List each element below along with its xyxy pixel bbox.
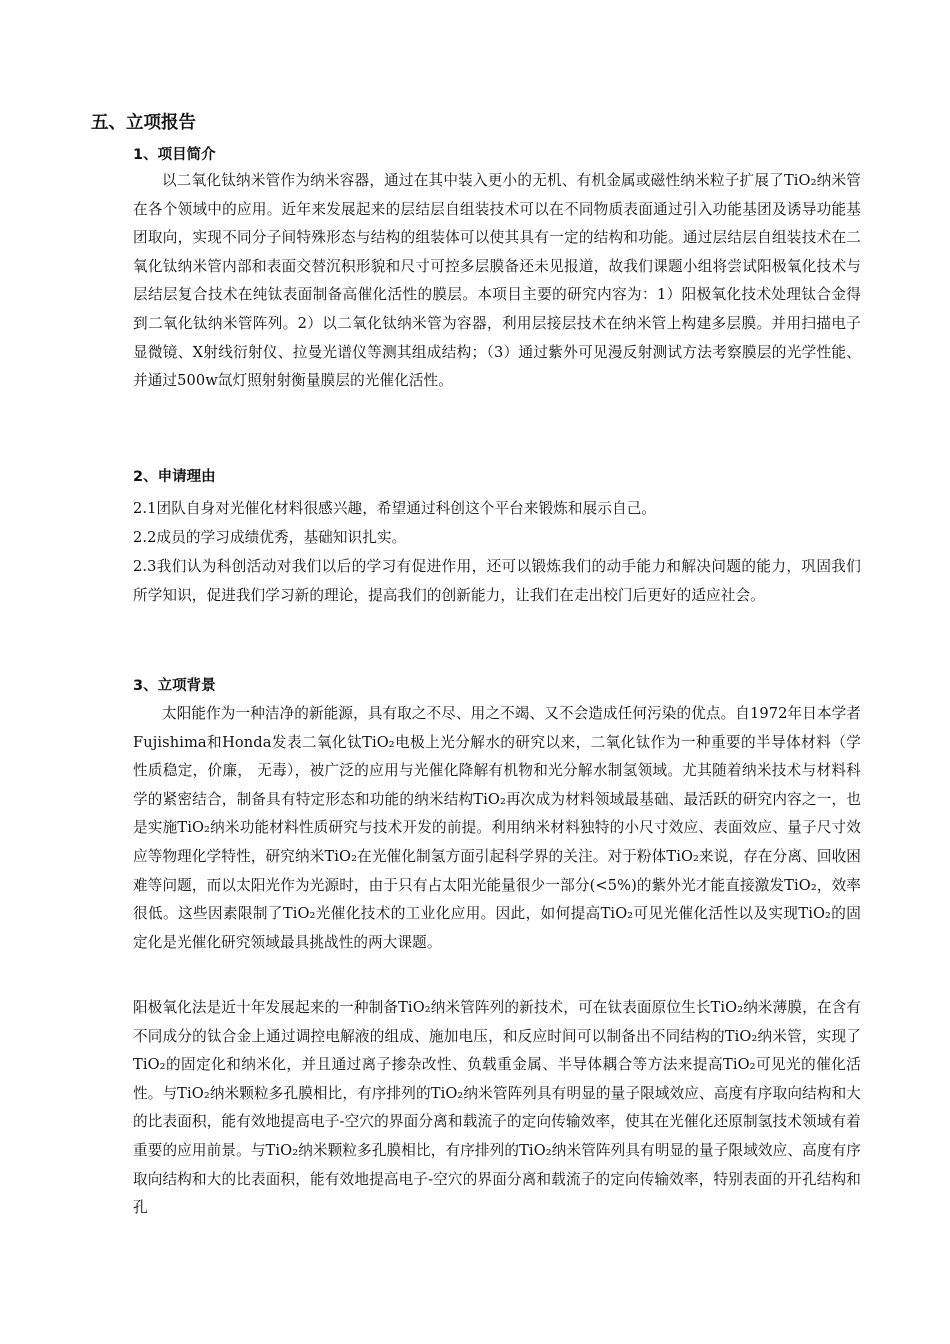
section-title-project-intro: 1、项目简介 [133,147,216,163]
paragraph: 2.2成员的学习成绩优秀，基础知识扎实。 [133,529,407,546]
page-heading: 五、立项报告 [91,113,196,133]
section-title-background: 3、立项背景 [133,678,216,694]
paragraph: 2.1团队自身对光催化材料很感兴趣，希望通过科创这个平台来锻炼和展示自己。 [133,500,657,517]
section-title-application-reason: 2、申请理由 [133,469,216,485]
paragraph: 以二氧化钛纳米管作为纳米容器，通过在其中装入更小的无机、有机金属或磁性纳米粒子扩展了TiO₂纳米管在各个领域中的应用。近年来发展起来的层结层自组装技术可以在不同物质表面通过引入功能基团及诱导功能基团取向，实现不同分子间特殊形态与结构的组装体可以使其具有一定的结构和功能。通过层结层自组装技术在二氧化钛纳米管内部和表面交替沉积形貌和尺寸可控多层膜备还未见报道，故我们课题小组将尝试阳极氧化技术与层结层复合技术在纯钛表面制备高催化活性的膜层。本项目主要的研究内容为：1）阳极氧化技术处理钛合金得到二氧化钛纳米管阵列。2）以二氧化钛纳米管为容器，利用层接层技术在纳米管上构建多层膜。并用扫描电子显微镜、X射线衍射仪、拉曼光谱仪等测其组成结构；（3）通过紫外可见漫反射测试方法考察膜层的光学性能、并通过500w氙灯照射射衡量膜层的光催化活性。 [133,172,861,390]
paragraph: 2.3我们认为科创活动对我们以后的学习有促进作用，还可以锻炼我们的动手能力和解决问题的能力，巩固我们所学知识，促进我们学习新的理论，提高我们的创新能力，让我们在走出校门后更好的适应社会。 [133,558,861,604]
paragraph: 阳极氧化法是近十年发展起来的一种制备TiO₂纳米管阵列的新技术，可在钛表面原位生长TiO₂纳米薄膜，在含有不同成分的钛合金上通过调控电解液的组成、施加电压，和反应时间可以制备出不同结构的TiO₂纳米管，实现了TiO₂的固定化和纳米化，并且通过离子掺杂改性、负载重金属、半导体耦合等方法来提高TiO₂可见光的催化活性。与TiO₂纳米颗粒多孔膜相比，有序排列的TiO₂纳米管阵列具有明显的量子限域效应、高度有序取向结构和大的比表面积，能有效地提高电子-空穴的界面分离和载流子的定向传输效率，使其在光催化还原制氢技术领域有着重要的应用前景。与TiO₂纳米颗粒多孔膜相比，有序排列的TiO₂纳米管阵列具有明显的量子限域效应、高度有序取向结构和大的比表面积，能有效地提高电子-空穴的界面分离和载流子的定向传输效率，特别表面的开孔结构和孔 [133,999,861,1217]
paragraph: 太阳能作为一种洁净的新能源，具有取之不尽、用之不竭、又不会造成任何污染的优点。自1972年日本学者Fujishima和Honda发表二氧化钛TiO₂电极上光分解水的研究以来，二氧化钛作为一种重要的半导体材料（学性质稳定，价廉， 无毒），被广泛的应用与光催化降解有机物和光分解水制氢领域。尤其随着纳米技术与材料科学的紧密结合，制备具有特定形态和功能的纳米结构TiO₂再次成为材料领域最基础、最活跃的研究内容之一，也是实施TiO₂纳米功能材料性质研究与技术开发的前提。利用纳米材料独特的小尺寸效应、表面效应、量子尺寸效应等物理化学特性，研究纳米TiO₂在光催化制氢方面引起科学界的关注。对于粉体TiO₂来说，存在分离、回收困难等问题，而以太阳光作为光源时，由于只有占太阳光能量很少一部分(<5%)的紫外光才能直接激发TiO₂，效率很低。这些因素限制了TiO₂光催化技术的工业化应用。因此，如何提高TiO₂可见光催化活性以及实现TiO₂的固定化是光催化研究领域最具挑战性的两大课题。 [133,705,861,951]
